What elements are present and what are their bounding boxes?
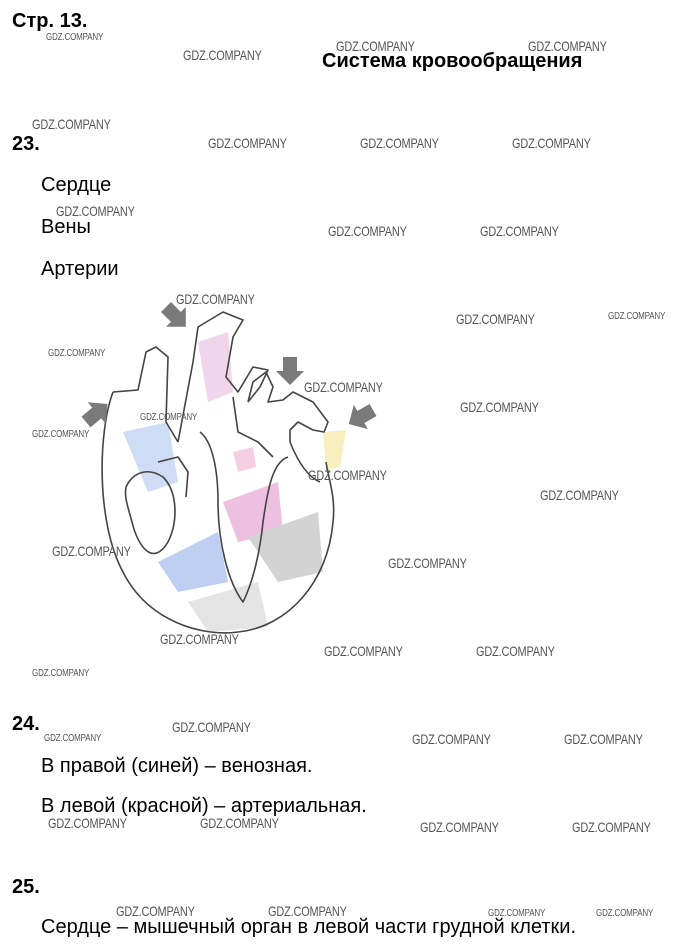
watermark: GDZ.COMPANY — [608, 311, 666, 322]
watermark: GDZ.COMPANY — [116, 903, 195, 919]
watermark: GDZ.COMPANY — [48, 348, 106, 359]
watermark: GDZ.COMPANY — [336, 38, 415, 54]
watermark: GDZ.COMPANY — [412, 731, 491, 747]
watermark: GDZ.COMPANY — [564, 731, 643, 747]
watermark: GDZ.COMPANY — [512, 135, 591, 151]
watermark: GDZ.COMPANY — [456, 311, 535, 327]
watermark: GDZ.COMPANY — [44, 733, 102, 744]
watermark: GDZ.COMPANY — [360, 135, 439, 151]
watermark: GDZ.COMPANY — [308, 467, 387, 483]
watermark: GDZ.COMPANY — [304, 379, 383, 395]
watermark: GDZ.COMPANY — [480, 223, 559, 239]
watermark: GDZ.COMPANY — [488, 908, 546, 919]
watermark: GDZ.COMPANY — [268, 903, 347, 919]
watermark: GDZ.COMPANY — [388, 555, 467, 571]
watermark: GDZ.COMPANY — [32, 429, 90, 440]
watermark: GDZ.COMPANY — [32, 116, 111, 132]
watermark: GDZ.COMPANY — [56, 203, 135, 219]
watermark: GDZ.COMPANY — [160, 631, 239, 647]
watermark: GDZ.COMPANY — [208, 135, 287, 151]
q23-item-veins: Вены — [41, 216, 91, 238]
question-23-number: 23. — [12, 133, 40, 155]
q24-answer-left: В левой (красной) – артериальная. — [41, 795, 367, 817]
watermark: GDZ.COMPANY — [460, 399, 539, 415]
watermark: GDZ.COMPANY — [32, 668, 90, 679]
question-24-number: 24. — [12, 713, 40, 735]
q25-answer: Сердце – мышечный орган в левой части грудной клетки. — [41, 916, 577, 938]
arrow-icon — [342, 398, 378, 436]
watermark: GDZ.COMPANY — [528, 38, 607, 54]
watermark: GDZ.COMPANY — [328, 223, 407, 239]
q23-item-arteries: Артерии — [41, 258, 119, 280]
watermark: GDZ.COMPANY — [596, 908, 654, 919]
watermark: GDZ.COMPANY — [52, 543, 131, 559]
question-25-number: 25. — [12, 876, 40, 898]
watermark: GDZ.COMPANY — [476, 643, 555, 659]
watermark: GDZ.COMPANY — [420, 819, 499, 835]
page-title: Система кровообращения — [322, 50, 583, 72]
watermark: GDZ.COMPANY — [324, 643, 403, 659]
watermark: GDZ.COMPANY — [200, 815, 279, 831]
q23-item-heart: Сердце — [41, 174, 112, 196]
watermark: GDZ.COMPANY — [172, 719, 251, 735]
watermark: GDZ.COMPANY — [572, 819, 651, 835]
q24-answer-right: В правой (синей) – венозная. — [41, 755, 313, 777]
watermark: GDZ.COMPANY — [46, 32, 104, 43]
arrow-icon — [276, 357, 304, 385]
page-label: Стр. 13. — [12, 10, 88, 32]
watermark: GDZ.COMPANY — [176, 291, 255, 307]
watermark: GDZ.COMPANY — [48, 815, 127, 831]
watermark: GDZ.COMPANY — [140, 412, 198, 423]
watermark: GDZ.COMPANY — [540, 487, 619, 503]
watermark: GDZ.COMPANY — [183, 47, 262, 63]
